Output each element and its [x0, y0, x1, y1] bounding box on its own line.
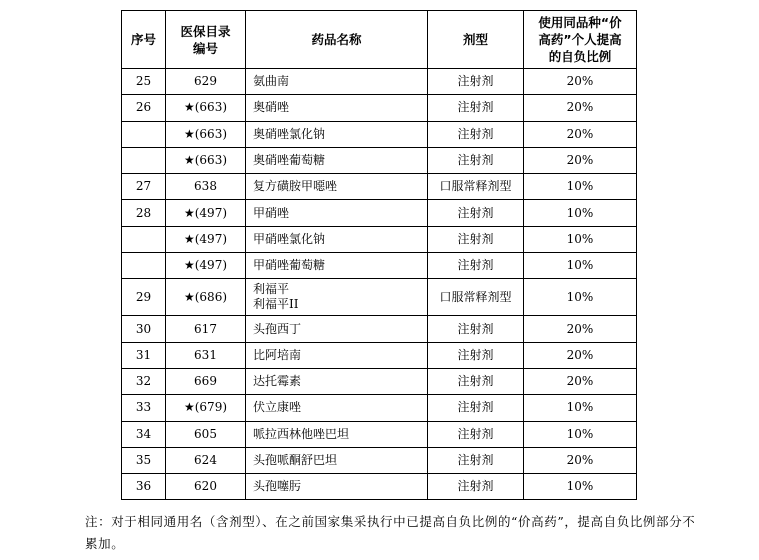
cell-form: 注射剂 — [428, 316, 524, 342]
cell-no — [122, 226, 166, 252]
cell-name: 哌拉西林他唑巴坦 — [246, 421, 428, 447]
cell-form: 注射剂 — [428, 342, 524, 368]
cell-no: 32 — [122, 368, 166, 394]
cell-name: 甲硝唑氯化钠 — [246, 226, 428, 252]
cell-code: 669 — [166, 368, 246, 394]
cell-no — [122, 147, 166, 173]
cell-form: 注射剂 — [428, 447, 524, 473]
table-row — [122, 174, 637, 200]
cell-code: 631 — [166, 342, 246, 368]
cell-form: 注射剂 — [428, 395, 524, 421]
table-row — [122, 121, 637, 147]
cell-form: 注射剂 — [428, 474, 524, 500]
table-row — [122, 395, 637, 421]
table-header-row — [122, 11, 637, 69]
table-row — [122, 368, 637, 394]
cell-no: 27 — [122, 174, 166, 200]
cell-code: 638 — [166, 174, 246, 200]
cell-no: 28 — [122, 200, 166, 226]
cell-name: 奥硝唑 — [246, 95, 428, 121]
cell-name: 奥硝唑氯化钠 — [246, 121, 428, 147]
cell-ratio: 20% — [524, 316, 637, 342]
cell-ratio: 10% — [524, 474, 637, 500]
cell-name: 头孢西丁 — [246, 316, 428, 342]
header-code-line1: 医保目录 — [180, 23, 231, 39]
header-ratio-line1: 使用同品种“价 — [538, 15, 622, 30]
cell-code: ★(686) — [166, 279, 246, 316]
cell-no: 30 — [122, 316, 166, 342]
cell-form: 注射剂 — [428, 421, 524, 447]
cell-no: 26 — [122, 95, 166, 121]
cell-ratio: 20% — [524, 121, 637, 147]
cell-code: 620 — [166, 474, 246, 500]
cell-ratio: 10% — [524, 174, 637, 200]
table-row — [122, 474, 637, 500]
cell-no: 34 — [122, 421, 166, 447]
cell-no: 31 — [122, 342, 166, 368]
cell-name: 比阿培南 — [246, 342, 428, 368]
cell-code: ★(497) — [166, 226, 246, 252]
header-name: 药品名称 — [246, 11, 428, 69]
cell-form: 注射剂 — [428, 253, 524, 279]
table-row — [122, 342, 637, 368]
header-ratio-line2: 高药”个人提高 — [538, 32, 622, 47]
cell-code: 624 — [166, 447, 246, 473]
table-row — [122, 226, 637, 252]
cell-ratio: 20% — [524, 147, 637, 173]
cell-name: 奥硝唑葡萄糖 — [246, 147, 428, 173]
cell-ratio: 10% — [524, 395, 637, 421]
cell-no — [122, 121, 166, 147]
table-row — [122, 447, 637, 473]
table-row — [122, 147, 637, 173]
cell-name-line2: 利福平II — [253, 297, 299, 312]
cell-ratio: 20% — [524, 447, 637, 473]
cell-ratio: 20% — [524, 342, 637, 368]
cell-ratio: 10% — [524, 421, 637, 447]
cell-form: 注射剂 — [428, 226, 524, 252]
table-row — [122, 69, 637, 95]
cell-name: 达托霉素 — [246, 368, 428, 394]
cell-code: ★(497) — [166, 200, 246, 226]
table-row — [122, 316, 637, 342]
cell-name: 甲硝唑 — [246, 200, 428, 226]
cell-code: 617 — [166, 316, 246, 342]
cell-form: 注射剂 — [428, 69, 524, 95]
cell-ratio: 10% — [524, 279, 637, 316]
table-row — [122, 95, 637, 121]
cell-form: 注射剂 — [428, 368, 524, 394]
cell-name: 头孢噻肟 — [246, 474, 428, 500]
table-row — [122, 279, 637, 316]
cell-no: 33 — [122, 395, 166, 421]
footnote: 注：对于相同通用名（含剂型）、在之前国家集采执行中已提高自负比例的“价高药”，提高自负比例部分不累加。 — [85, 514, 696, 551]
cell-ratio: 10% — [524, 253, 637, 279]
cell-code: 629 — [166, 69, 246, 95]
cell-form: 注射剂 — [428, 95, 524, 121]
cell-name: 伏立康唑 — [246, 395, 428, 421]
cell-no: 25 — [122, 69, 166, 95]
cell-code: ★(497) — [166, 253, 246, 279]
cell-no — [122, 253, 166, 279]
cell-name-line1: 利福平 — [253, 282, 290, 297]
cell-code: 605 — [166, 421, 246, 447]
table-row — [122, 253, 637, 279]
cell-no: 29 — [122, 279, 166, 316]
header-no: 序号 — [122, 11, 166, 69]
cell-form: 注射剂 — [428, 147, 524, 173]
header-form: 剂型 — [428, 11, 524, 69]
header-ratio — [524, 11, 637, 69]
cell-name: 氨曲南 — [246, 69, 428, 95]
cell-name: 复方磺胺甲噁唑 — [246, 174, 428, 200]
header-code-line2: 编号 — [192, 40, 218, 56]
header-code — [166, 11, 246, 69]
table-row — [122, 421, 637, 447]
cell-ratio: 20% — [524, 368, 637, 394]
cell-ratio: 10% — [524, 200, 637, 226]
cell-form: 口服常释剂型 — [428, 279, 524, 316]
table-row — [122, 200, 637, 226]
cell-code: ★(679) — [166, 395, 246, 421]
cell-code: ★(663) — [166, 147, 246, 173]
cell-code: ★(663) — [166, 121, 246, 147]
drug-table — [121, 10, 637, 500]
cell-name: 头孢哌酮舒巴坦 — [246, 447, 428, 473]
cell-form: 口服常释剂型 — [428, 174, 524, 200]
cell-ratio: 10% — [524, 226, 637, 252]
cell-no: 36 — [122, 474, 166, 500]
cell-no: 35 — [122, 447, 166, 473]
cell-code: ★(663) — [166, 95, 246, 121]
cell-ratio: 20% — [524, 69, 637, 95]
cell-form: 注射剂 — [428, 121, 524, 147]
cell-ratio: 20% — [524, 95, 637, 121]
header-ratio-line3: 的自负比例 — [548, 49, 612, 64]
cell-name — [246, 279, 428, 316]
cell-form: 注射剂 — [428, 200, 524, 226]
cell-name: 甲硝唑葡萄糖 — [246, 253, 428, 279]
